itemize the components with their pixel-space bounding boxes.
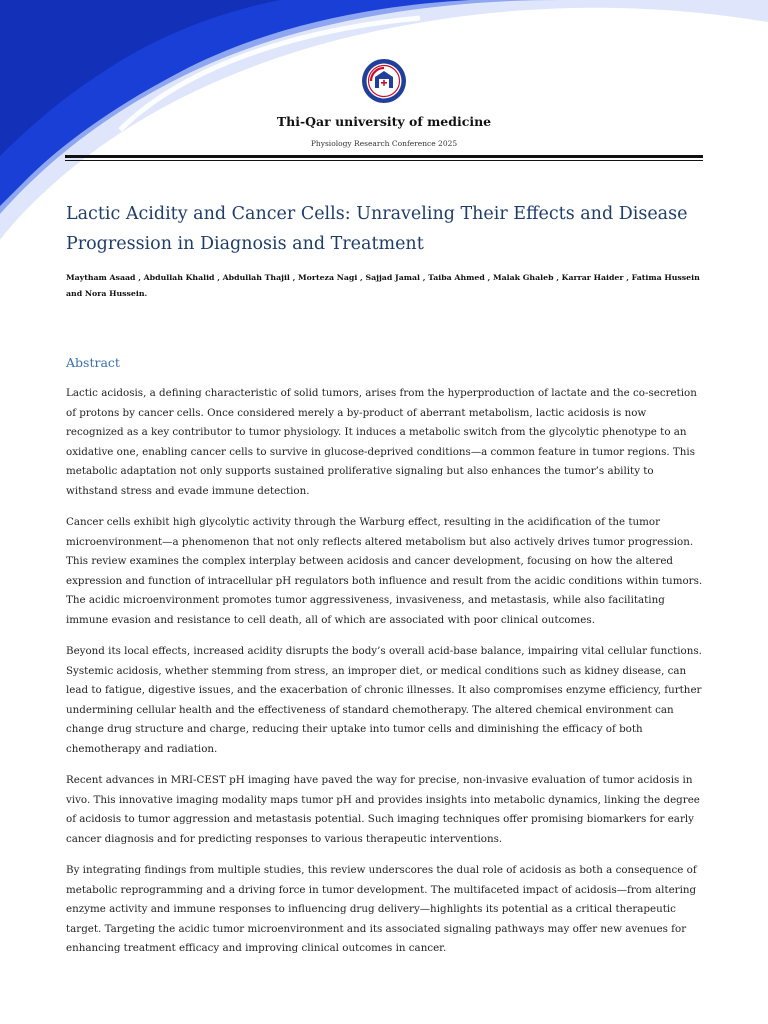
abstract-paragraph: Lactic acidosis, a defining characteristic of solid tumors, arises from the hyperproduction of lactate and the co-secretion of protons by cancer cells. Once considered merely a by-product of aberrant metabolism, lactic acidosis is now recognized as a key contributor to tumor physiology. It induces a metabolic switch from the glycolytic phenotype to an oxidative one, enabling cancer cells to survive in glucose-deprived conditions—a common feature in tumor regions. This metabolic adaptation not only supports sustained proliferative signaling but also enhances the tumor’s ability to withstand stress and evade immune detection. bbox=[66, 387, 697, 497]
abstract-heading: Abstract bbox=[66, 355, 120, 370]
university-seal-icon bbox=[361, 58, 407, 104]
header-rule-thick bbox=[65, 155, 703, 158]
header-rule-thin bbox=[65, 160, 703, 161]
conference-name: Physiology Research Conference 2025 bbox=[310, 139, 458, 148]
abstract-body bbox=[66, 384, 706, 971]
abstract-paragraph: Cancer cells exhibit high glycolytic activity through the Warburg effect, resulting in the acidification of the tumor microenvironment—a phenomenon that not only reflects altered metabolism but also actively drives tumor progression. This review examines the complex interplay between acidosis and cancer development, focusing on how the altered expression and function of intracellular pH regulators both influence and result from the acidic conditions within tumors. The acidic microenvironment promotes tumor aggressiveness, invasiveness, and metastasis, while also facilitating immune evasion and resistance to cell death, all of which are associated with poor clinical outcomes. bbox=[66, 516, 703, 626]
author-list: Maytham Asaad , Abdullah Khalid , Abdullah Thajil , Morteza Nagi , Sajjad Jamal , Taiba Ahmed , Malak Ghaleb , Karrar Haider , Fatima Hussein and Nora Hussein. bbox=[66, 273, 700, 298]
abstract-paragraph: Recent advances in MRI-CEST pH imaging have paved the way for precise, non-invasive evaluation of tumor acidosis in vivo. This innovative imaging modality maps tumor pH and provides insights into metabolic dynamics, linking the degree of acidosis to tumor aggression and metastasis potential. Such imaging techniques offer promising biomarkers for early cancer diagnosis and for predicting responses to various therapeutic interventions. bbox=[66, 774, 700, 845]
paper-title: Lactic Acidity and Cancer Cells: Unraveling Their Effects and Disease Progression in Diagnosis and Treatment bbox=[66, 204, 688, 254]
university-name: Thi-Qar university of medicine bbox=[276, 114, 492, 129]
abstract-paragraph: Beyond its local effects, increased acidity disrupts the body’s overall acid-base balance, impairing vital cellular functions. Systemic acidosis, whether stemming from stress, an improper diet, or medical conditions such as kidney disease, can lead to fatigue, digestive issues, and the exacerbation of chronic illnesses. It also compromises enzyme efficiency, further undermining cellular health and the effectiveness of standard chemotherapy. The altered chemical environment can change drug structure and charge, reducing their uptake into tumor cells and diminishing the efficacy of both chemotherapy and radiation. bbox=[66, 645, 702, 755]
abstract-paragraph: By integrating findings from multiple studies, this review underscores the dual role of acidosis as both a consequence of metabolic reprogramming and a driving force in tumor development. The multifaceted impact of acidosis—from altering enzyme activity and immune responses to influencing drug delivery—highlights its potential as a critical therapeutic target. Targeting the acidic tumor microenvironment and its associated signaling pathways may offer new avenues for enhancing treatment efficacy and improving clinical outcomes in cancer. bbox=[66, 864, 697, 954]
